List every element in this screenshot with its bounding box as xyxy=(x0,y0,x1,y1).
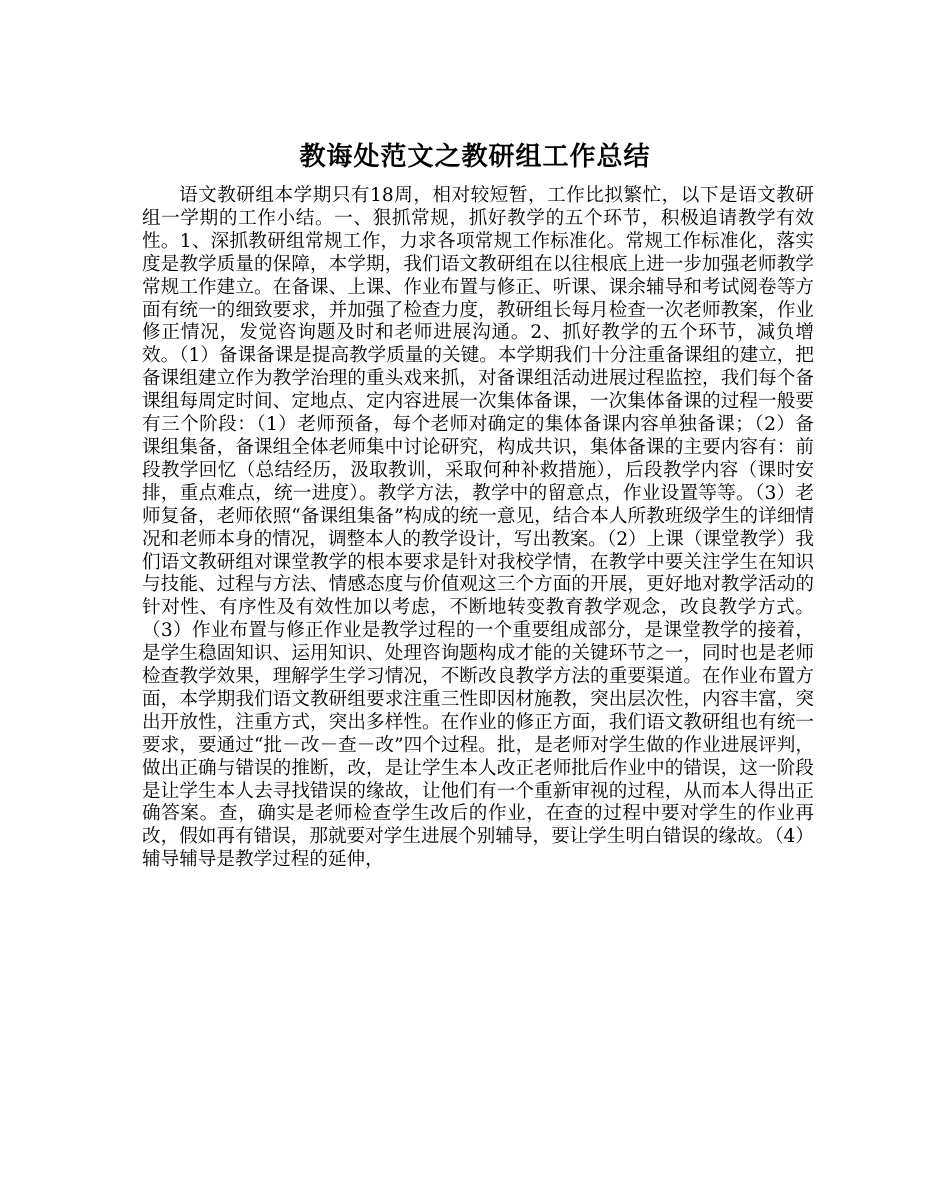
body-paragraph: 语文教研组本学期只有18周，相对较短暂，工作比拟繁忙，以下是语文教研组一学期的工作小结。一、狠抓常规，抓好教学的五个环节，积极追请教学有效性。1、深抓教研组常规工作，力求各项常规工作标准化。常规工作标准化，落实度是教学质量的保障，本学期，我们语文教研组在以往根底上进一步加强老师教学常规工作建立。在备课、上课、作业布置与修正、听课、课余辅导和考试阅卷等方面有统一的细致要求，并加强了检查力度，教研组长每月检查一次老师教案，作业修正情况，发觉咨询题及时和老师进展沟通。2、抓好教学的五个环节，减负增效。（1）备课备课是提高教学质量的关键。本学期我们十分注重备课组的建立，把备课组建立作为教学治理的重头戏来抓，对备课组活动进展过程监控，我们每个备课组每周定时间、定地点、定内容进展一次集体备课，一次集体备课的过程一般要有三个阶段：（1）老师预备，每个老师对确定的集体备课内容单独备课；（2）备课组集备，备课组全体老师集中讨论研究，构成共识，集体备课的主要内容有：前段教学回忆（总结经历，汲取教训，采取何种补救措施），后段教学内容（课时安排，重点难点，统一进度）。教学方法，教学中的留意点，作业设置等等。（3）老师复备，老师依照“备课组集备”构成的统一意见，结合本人所教班级学生的详细情况和老师本身的情况，调整本人的教学设计，写出教案。（2）上课（课堂教学）我们语文教研组对课堂教学的根本要求是针对我校学情，在教学中要关注学生在知识与技能、过程与方法、情感态度与价值观这三个方面的开展，更好地对教学活动的针对性、有序性及有效性加以考虑，不断地转变教育教学观念，改良教学方式。（3）作业布置与修正作业是教学过程的一个重要组成部分，是课堂教学的接着，是学生稳固知识、运用知识、处理咨询题构成才能的关键环节之一，同时也是老师检查教学效果，理解学生学习情况，不断改良教学方法的重要渠道。在作业布置方面，本学期我们语文教研组要求注重三性即因材施教，突出层次性，内容丰富，突出开放性，注重方式，突出多样性。在作业的修正方面，我们语文教研组也有统一要求，要通过“批－改－查－改”四个过程。批，是老师对学生做的作业进展评判，做出正确与错误的推断，改，是让学生本人改正老师批后作业中的错误，这一阶段是让学生本人去寻找错误的缘故，让他们有一个重新审视的过程，从而本人得出正确答案。查，确实是老师检查学生改后的作业，在查的过程中要对学生的作业再改，假如再有错误，那就要对学生进展个别辅导，要让学生明白错误的缘故。（4）辅导辅导是教学过程的延伸， xyxy=(142,185,814,871)
page-title: 教诲处范文之教研组工作总结 xyxy=(299,142,651,172)
